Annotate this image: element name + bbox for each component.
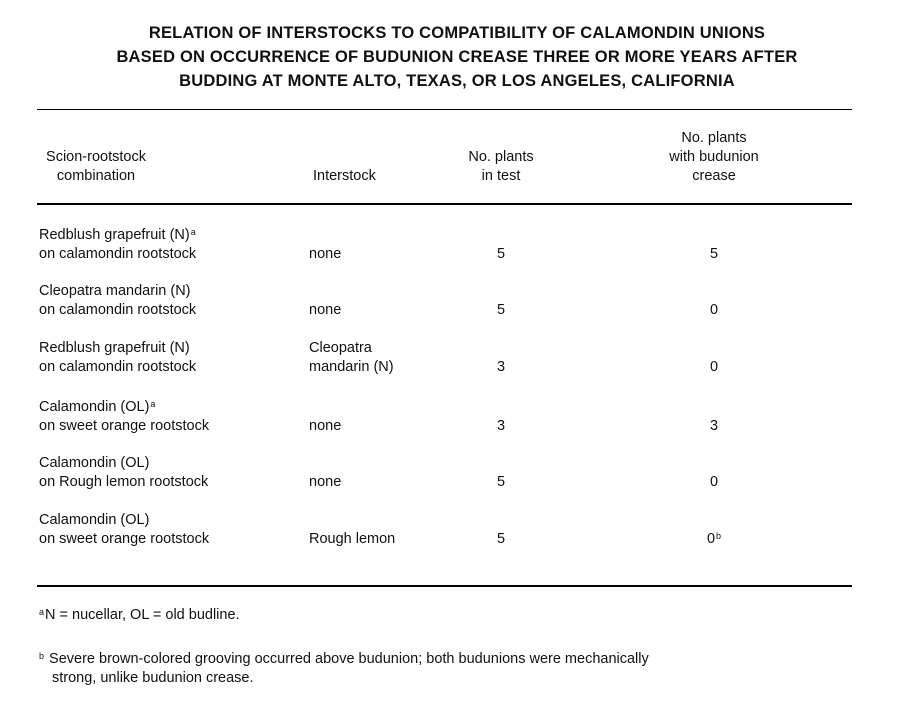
bottom-rule bbox=[37, 585, 852, 587]
table-row-3-combination: Redblush grapefruit (N) on calamondin rootstock bbox=[39, 340, 197, 375]
table-row-5-crease: 0 bbox=[709, 474, 719, 490]
table-row-1-interstock: none bbox=[309, 246, 342, 262]
footnote-marker: a bbox=[150, 399, 156, 409]
footnote-a: $^a$N = nucellar, OL = old budline. bbox=[39, 607, 240, 623]
top-rule bbox=[37, 109, 852, 110]
header-plants-in-test: No. plants in test bbox=[468, 149, 534, 184]
table-row-5-plants: 5 bbox=[496, 474, 506, 490]
table-row-6-interstock: Rough lemon bbox=[309, 531, 396, 547]
header-plants-with-crease: No. plants with budunion crease bbox=[669, 130, 759, 184]
table-title bbox=[0, 21, 914, 93]
footnote-marker: a bbox=[39, 607, 45, 617]
table-row-6-plants: 5 bbox=[496, 531, 506, 547]
table-row-4-plants: 3 bbox=[496, 418, 506, 434]
table-row-1-combination: Redblush grapefruit $(N)^a$ on calamondin rootstock bbox=[39, 227, 197, 262]
table-row-5-combination: Calamondin (OL) on Rough lemon rootstock bbox=[39, 455, 209, 490]
footnote-marker: a bbox=[190, 227, 196, 237]
table-row-4-crease: 3 bbox=[709, 418, 719, 434]
footnote-marker: b bbox=[39, 651, 45, 661]
table-row-5-interstock: none bbox=[309, 474, 342, 490]
table-row-2-plants: 5 bbox=[496, 302, 506, 318]
title-line: RELATION OF INTERSTOCKS TO COMPATIBILITY OF CALAMONDIN UNIONS bbox=[148, 24, 766, 42]
table-row-2-interstock: none bbox=[309, 302, 342, 318]
title-line: BASED ON OCCURRENCE OF BUDUNION CREASE THREE OR MORE YEARS AFTER bbox=[116, 48, 798, 66]
header-rule bbox=[37, 203, 852, 205]
table-row-6-crease: 0$^b$ bbox=[706, 531, 722, 547]
table-row-4-combination: Calamondin (OL)$^a$ on sweet orange rootstock bbox=[39, 399, 210, 434]
table-row-6-combination: Calamondin (OL) on sweet orange rootstock bbox=[39, 512, 210, 547]
header-combination: Scion-rootstock combination bbox=[46, 149, 146, 184]
table-row-2-combination: Cleopatra mandarin (N) on calamondin rootstock bbox=[39, 283, 197, 318]
title-line: BUDDING AT MONTE ALTO, TEXAS, OR LOS ANGELES, CALIFORNIA bbox=[179, 72, 735, 90]
footnote-marker: b bbox=[716, 531, 722, 541]
header-interstock: Interstock bbox=[313, 168, 376, 184]
footnote-b: $^b$ Severe brown-colored grooving occurred above budunion; both budunions were mechanically strong, unlike budunion crease. bbox=[39, 651, 649, 686]
table-row-3-interstock: Cleopatra mandarin (N) bbox=[309, 340, 394, 375]
table-row-3-crease: 0 bbox=[709, 359, 719, 375]
table-row-2-crease: 0 bbox=[709, 302, 719, 318]
table-row-1-plants: 5 bbox=[496, 246, 506, 262]
table-row-1-crease: 5 bbox=[709, 246, 719, 262]
table-row-3-plants: 3 bbox=[496, 359, 506, 375]
table-row-4-interstock: none bbox=[309, 418, 342, 434]
